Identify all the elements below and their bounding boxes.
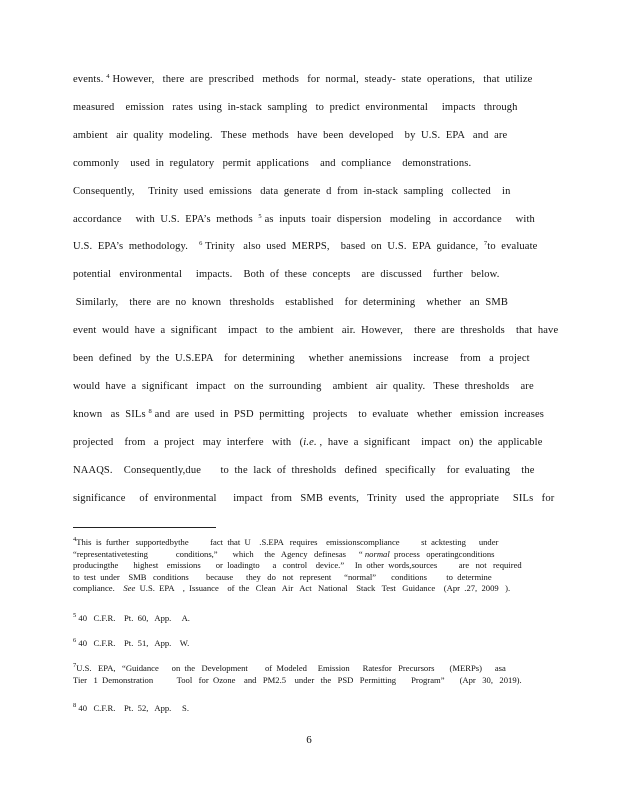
footnote-line	[73, 537, 533, 548]
text-run: Tier 1 Demonstration Tool for Ozone and PM2.5 under the PSD Permitting Program” (Apr 30, 2019).	[73, 674, 522, 685]
footnote-ref: 4	[73, 536, 77, 543]
text-run: ambient air quality modeling. These methods have been developed by U.S. EPA and are	[73, 129, 508, 141]
footnote-line	[73, 549, 533, 560]
text-run: compliance.	[73, 583, 124, 593]
text-run: “representativetesting conditions,” which the Agency definesas “	[73, 548, 365, 559]
footnote-ref: 4	[106, 73, 110, 80]
page-number: 6	[306, 734, 312, 746]
text-run: Consequently, Trinity used emissions data generate d from in-stack sampling collected in	[73, 185, 511, 197]
body-line	[73, 464, 538, 477]
text-run: accordance with U.S. EPA’s methods	[73, 213, 259, 225]
footnote-ref: 5	[258, 212, 262, 220]
text-run: events.	[73, 74, 107, 85]
text-run: been defined by the U.S.EPA for determining whether anemissions increase from a project	[73, 353, 530, 364]
footnote-line	[73, 675, 533, 686]
text-run: , have a significant impact on) the applicable	[316, 436, 543, 448]
footnote-ref: 6	[73, 637, 77, 644]
body-line	[73, 129, 538, 142]
body-line	[73, 185, 538, 198]
body-line	[73, 240, 538, 253]
footnote-ref: 8	[73, 702, 77, 709]
body-line	[73, 268, 538, 281]
footnote-line	[73, 638, 533, 649]
text-run: However, there are prescribed methods for normal, steady- state operations, that utilize	[109, 74, 533, 85]
text-run: 40 C.F.R. Pt. 51, App. W.	[76, 638, 190, 648]
text-run: 40 C.F.R. Pt. 60, App. A.	[76, 613, 190, 623]
body-line	[73, 380, 538, 393]
text-run: commonly used in regulatory permit applications and compliance demonstrations.	[73, 157, 472, 169]
body-line	[73, 352, 538, 365]
text-run: U.S. EPA , Issuance of the Clean Air Act National Stack Test Guidance (Apr .27, 2009 ).	[135, 583, 511, 593]
body-line	[73, 492, 555, 505]
footnote-line	[73, 663, 533, 674]
body-line	[73, 407, 545, 421]
body-line	[73, 324, 559, 337]
text-run: This is further supportedbythe fact that U .S.EPA requires emissionscompliance st acktesting under	[76, 537, 499, 547]
text-run: as inputs toair dispersion modeling in accordance with	[261, 213, 535, 225]
body-line	[73, 73, 538, 86]
footnote-line	[73, 613, 533, 624]
italic-text: See	[123, 583, 136, 593]
italic-text: i.e.	[303, 436, 317, 448]
footnote-ref: 5	[73, 612, 77, 619]
text-run: Similarly, there are no known thresholds established for determining whether an SMB	[73, 297, 508, 309]
text-run: process operatingconditions	[389, 548, 495, 559]
footnote-line	[73, 572, 533, 583]
italic-text: normal	[364, 548, 390, 559]
body-line	[73, 101, 538, 114]
footnote-ref: 7	[73, 662, 77, 669]
footnote-line	[73, 703, 533, 714]
text-run: potential environmental impacts. Both of these concepts are discussed further below.	[73, 269, 500, 281]
footnote-line	[73, 560, 533, 571]
footnote-ref: 6	[199, 240, 203, 248]
footnote-ref: 7	[483, 240, 488, 248]
text-run: U.S. EPA, “Guidance on the Development of Modeled Emission Ratesfor Precursors (MERPs) asa	[76, 663, 506, 673]
text-run: measured emission rates using in-stack sampling to predict environmental impacts through	[73, 101, 518, 113]
text-run: significance of environmental impact from SMB events, Trinity used the appropriate SILs for	[73, 492, 555, 504]
text-run: to evaluate	[487, 241, 538, 253]
footnote-line	[73, 583, 533, 594]
body-line	[73, 213, 538, 226]
text-run: 40 C.F.R. Pt. 52, App. S.	[76, 703, 189, 713]
text-run: U.S. EPA’s methodology.	[73, 241, 200, 253]
text-run: and are used in PSD permitting projects to evaluate whether emission increases	[151, 408, 545, 420]
text-run: to test under SMB conditions because they do not represent “normal” conditions to determine	[73, 571, 492, 582]
text-run: Trinity also used MERPS, based on U.S. EPA guidance,	[202, 241, 484, 253]
text-run: projected from a project may interfere with (	[73, 436, 304, 448]
text-run: event would have a significant impact to the ambient air. However, there are thresholds that have	[73, 325, 559, 337]
body-line	[73, 436, 543, 449]
text-run: would have a significant impact on the surrounding ambient air quality. These thresholds are	[73, 380, 534, 392]
footnote-separator	[73, 527, 216, 528]
text-run: NAAQS. Consequently,due to the lack of thresholds defined specifically for evaluating the	[73, 464, 535, 476]
text-run: producingthe highest emissions or loadingto a control device.” In other words,sources are not required	[73, 560, 522, 570]
body-line	[73, 296, 538, 309]
footnote-ref: 8	[148, 407, 152, 415]
text-run: known as SILs	[73, 408, 149, 420]
body-line	[73, 157, 538, 170]
